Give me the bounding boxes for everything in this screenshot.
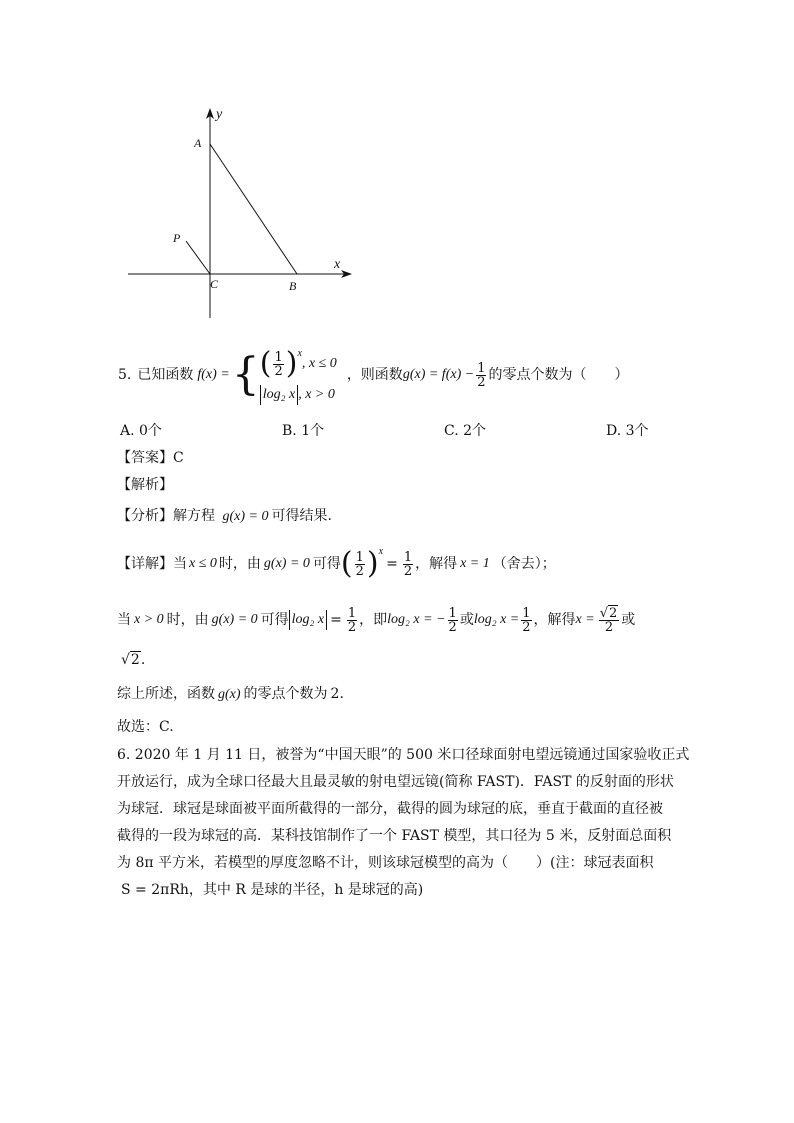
x-axis-label: x: [334, 257, 341, 272]
choose-line: 故选：C.: [117, 719, 174, 735]
case-2: log₂ x , x > 0: [260, 384, 337, 406]
point-p-label: P: [173, 231, 181, 245]
g-definition: g(x) = f(x) −: [402, 367, 475, 382]
option-d: D. 3个: [606, 423, 649, 439]
analysis-line: 【分析】解方程 g(x) = 0 可得结果.: [117, 508, 332, 524]
q5-mid: ，则函数: [346, 367, 403, 383]
q5-number: 5.: [118, 367, 132, 383]
segment-ab: [210, 144, 297, 274]
detail-line-1: 【详解】 当 x ≤ 0 时，由 g(x) = 0 可得 ( $\frac{1}{2}$ ) $^x$ = $\frac{1}{2}$ ，解得 x = 1 （舍去）；: [117, 546, 556, 581]
q6-line-1: 6. 2020 年 1 月 11 日，被誉为“中国天眼”的 500 米口径球面射电望远镜通过国家验收正式: [117, 747, 690, 763]
case-1: ( $\frac{1}{2}$ ) $^x$ , x ≤ 0: [259, 346, 337, 381]
q6-line-3: 为球冠．球冠是球面被平面所截得的一部分，截得的圆为球冠的底，垂直于截面的直径被: [117, 801, 663, 817]
q6-line-5: 为 8π 平方米，若模型的厚度忽略不计，则该球冠模型的高为（ ）(注：球冠表面积: [117, 855, 654, 871]
y-axis-label: y: [216, 107, 223, 122]
detail-line-2-cont: √2.: [121, 652, 146, 668]
point-c-label: C: [210, 277, 219, 291]
left-brace: {: [231, 349, 260, 400]
summary-line: 综上所述，函数 g(x) 的零点个数为 2.: [117, 686, 344, 702]
option-c: C. 2个: [444, 423, 487, 439]
point-a-label: A: [194, 136, 202, 150]
point-b-label: B: [289, 279, 297, 293]
segment-pc: [186, 241, 210, 274]
g-fraction: $\frac{1}{2}$: [477, 360, 486, 390]
detail-line-2: 当 x > 0 时，由 g(x) = 0 可得 log₂ x = $\frac{1}{2}$ ，即 log₂ x = − $\frac{1}{2}$ 或 log₂ x = $\frac{1}{2}$ ，解得 x = $\frac{√2}{2}$ 或: [117, 605, 636, 635]
q5-suffix: 的零点个数为（ ）: [488, 367, 629, 383]
q6-line-6: S = 2πRh，其中 R 是球的半径，h 是球冠的高): [121, 882, 424, 898]
option-b: B. 1个: [282, 423, 325, 439]
f-definition: f(x) =: [197, 367, 230, 382]
q5-stem: [118, 340, 628, 410]
analysis-title: 【解析】: [117, 477, 173, 493]
q6-line-4: 截得的一段为球冠的高．某科技馆制作了一个 FAST 模型，其口径为 5 米，反射面总面积: [117, 828, 672, 844]
coordinate-figure: [120, 100, 360, 325]
case1-fraction: $\frac{1}{2}$: [274, 349, 283, 379]
piecewise-cases: [260, 344, 337, 406]
answer: 【答案】C: [117, 450, 184, 466]
q5-prefix: 已知函数: [137, 367, 194, 383]
q6-line-2: 开放运行，成为全球口径最大且最灵敏的射电望远镜(简称 FAST)．FAST 的反射面的形状: [117, 774, 674, 790]
option-a: A. 0个: [120, 423, 162, 439]
